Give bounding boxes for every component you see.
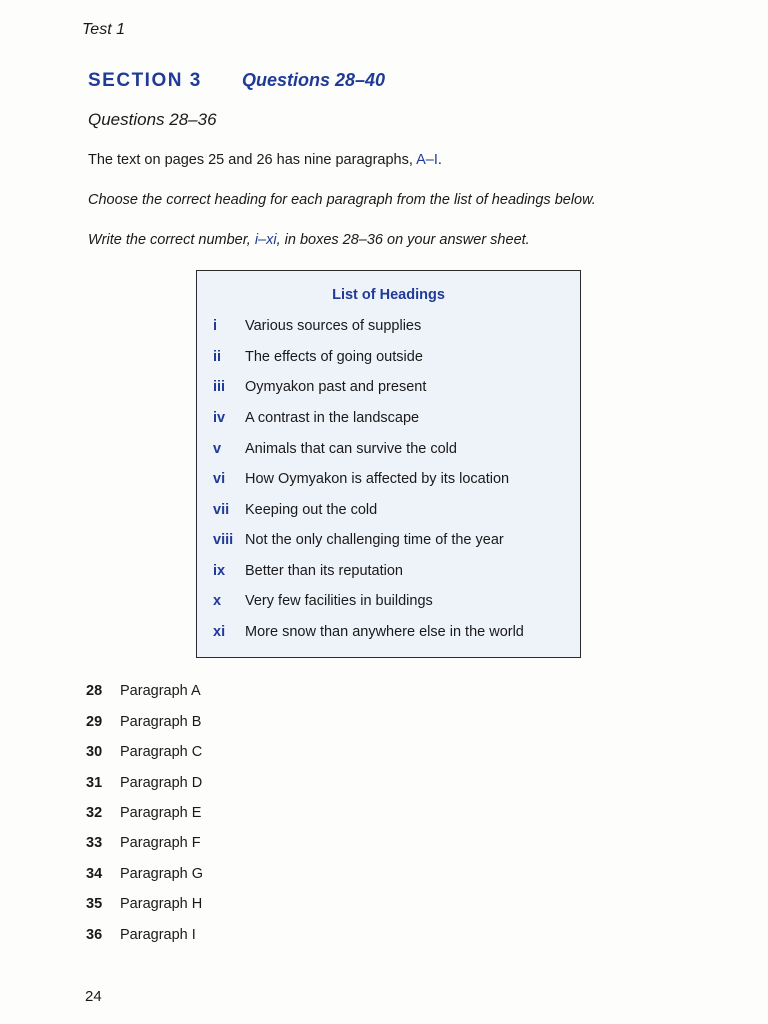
instruction-text: Write the correct number, (88, 232, 255, 248)
heading-text: Better than its reputation (245, 563, 403, 579)
question-text: Paragraph E (120, 805, 202, 821)
heading-text: Oymyakon past and present (245, 379, 427, 395)
test-label: Test 1 (82, 21, 125, 38)
heading-text: Keeping out the cold (245, 502, 378, 518)
question-text: Paragraph D (120, 775, 203, 791)
instruction-write-number (88, 232, 530, 248)
heading-number: vi (213, 471, 226, 487)
heading-number: v (213, 441, 222, 457)
heading-text: Various sources of supplies (245, 318, 422, 334)
instruction-text: The text on pages 25 and 26 has nine paragraphs, (88, 152, 417, 168)
heading-text: Animals that can survive the cold (245, 441, 457, 457)
question-number: 36 (86, 927, 103, 943)
page-number: 24 (85, 988, 102, 1005)
question-text: Paragraph G (120, 866, 204, 882)
heading-text: A contrast in the landscape (245, 410, 420, 426)
heading-number: ii (213, 349, 222, 365)
question-number: 35 (86, 896, 103, 912)
section-questions-range: Questions 28–40 (242, 70, 386, 90)
section-title: SECTION 3 (88, 70, 202, 91)
heading-number: i (213, 318, 218, 334)
question-number: 31 (86, 775, 103, 791)
sub-questions-range: Questions 28–36 (88, 110, 217, 129)
heading-number: x (213, 593, 222, 609)
heading-number: iv (213, 410, 226, 426)
question-number: 32 (86, 805, 103, 821)
instruction-paragraph-count (88, 152, 442, 168)
question-text: Paragraph A (120, 683, 201, 699)
paragraph-range: A–I (416, 152, 438, 168)
question-text: Paragraph F (120, 835, 201, 851)
question-number: 28 (86, 683, 103, 699)
list-of-headings-box (196, 270, 581, 658)
heading-number: iii (213, 379, 226, 395)
heading-number: ix (213, 563, 226, 579)
question-number: 30 (86, 744, 103, 760)
instruction-end: , in boxes 28–36 on your answer sheet. (276, 232, 530, 248)
heading-text: Not the only challenging time of the year (245, 532, 504, 548)
question-text: Paragraph B (120, 714, 202, 730)
heading-number: xi (213, 624, 226, 640)
numeral-range: i–xi (254, 232, 277, 248)
instruction-end: . (437, 152, 442, 168)
heading-text: The effects of going outside (245, 349, 423, 365)
question-number: 34 (86, 866, 103, 882)
list-of-headings-title: List of Headings (332, 287, 445, 303)
heading-text: Very few facilities in buildings (245, 593, 433, 609)
heading-text: How Oymyakon is affected by its location (245, 471, 510, 487)
question-text: Paragraph I (120, 927, 196, 943)
heading-number: vii (213, 502, 230, 518)
question-number: 33 (86, 835, 103, 851)
heading-text: More snow than anywhere else in the world (245, 624, 524, 640)
heading-number: viii (213, 532, 234, 548)
question-number: 29 (86, 714, 103, 730)
question-text: Paragraph H (120, 896, 203, 912)
question-text: Paragraph C (120, 744, 203, 760)
instruction-choose-heading: Choose the correct heading for each paragraph from the list of headings below. (88, 192, 596, 208)
